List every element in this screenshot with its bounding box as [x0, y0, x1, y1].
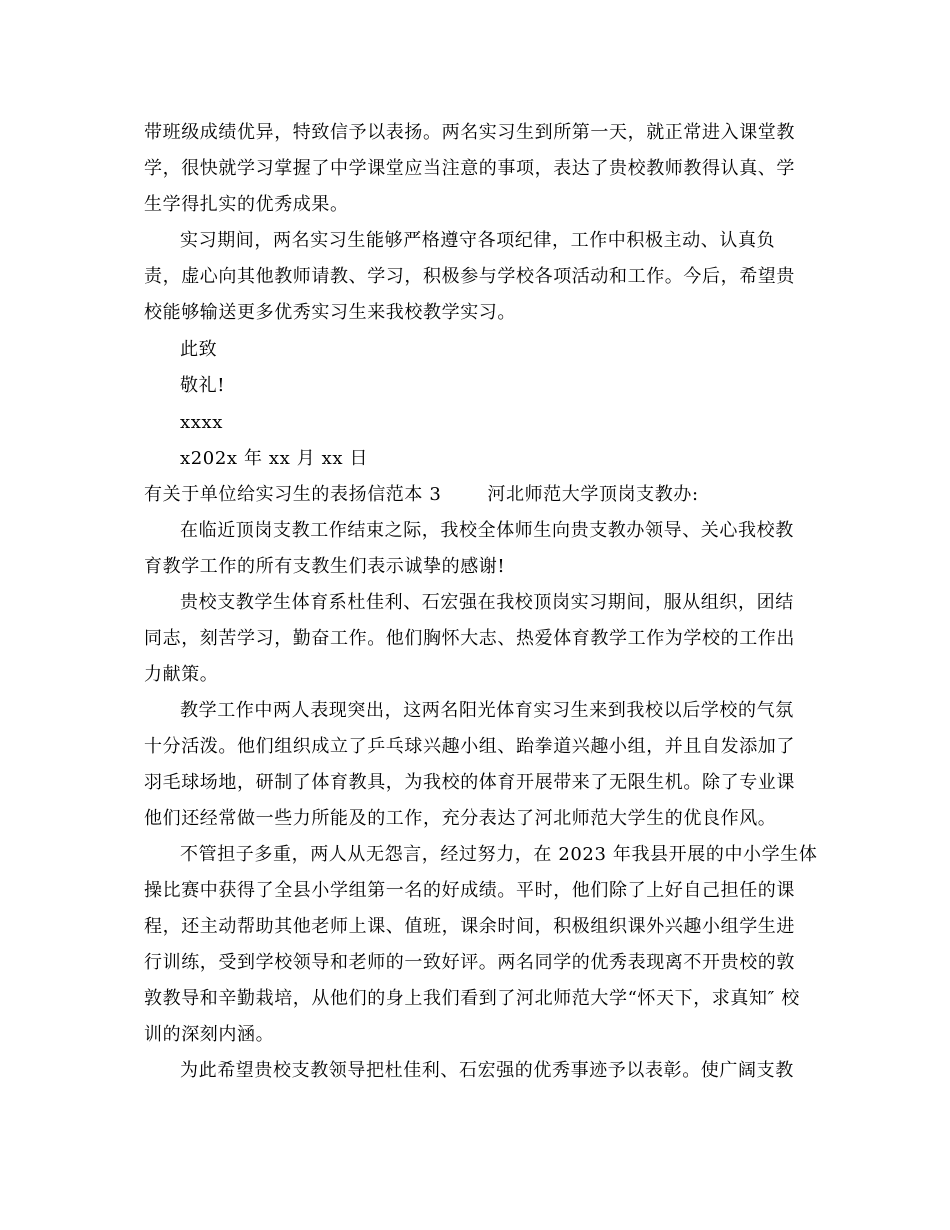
paragraph-line: 训的深刻内涵。: [144, 1024, 275, 1045]
closing-regards: 敬礼!: [180, 375, 226, 396]
paragraph-line: 教学工作中两人表现突出，这两名阳光体育实习生来到我校以后学校的气氛: [180, 700, 794, 721]
paragraph-line: 他们还经常做一些力所能及的工作，充分表达了河北师范大学生的优良作风。: [144, 808, 777, 829]
paragraph-line: 程，还主动帮助其他老师上课、值班，课余时间，积极组织课外兴趣小组学生进: [144, 916, 795, 937]
paragraph-line: 敦教导和辛勤栽培，从他们的身上我们看到了河北师范大学“怀天下，求真知″ 校: [144, 988, 800, 1009]
section-title: 有关于单位给实习生的表扬信范本 3: [144, 484, 442, 505]
paragraph-line: 羽毛球场地，研制了体育教具，为我校的体育开展带来了无限生机。除了专业课: [144, 772, 795, 793]
paragraph-line: 不管担子多重，两人从无怨言，经过努力，在 2023 年我县开展的中小学生体: [180, 844, 818, 865]
section-title-line: [144, 482, 824, 508]
paragraph-line: 责，虚心向其他教师请教、学习，积极参与学校各项活动和工作。今后，希望贵: [144, 266, 795, 287]
paragraph-line: 生学得扎实的优秀成果。: [144, 194, 349, 215]
paragraph-line: 育教学工作的所有支教生们表示诚挚的感谢!: [144, 556, 506, 577]
paragraph-line: 带班级成绩优异，特致信予以表扬。两名实习生到所第一天，就正常进入课堂教: [144, 122, 795, 143]
date-line: x202x 年 xx 月 xx 日: [180, 448, 369, 469]
closing-salutation: 此致: [180, 339, 218, 360]
paragraph-line: 校能够输送更多优秀实习生来我校教学实习。: [144, 302, 516, 323]
paragraph-line: 操比赛中获得了全县小学组第一名的好成绩。平时，他们除了上好自己担任的课: [144, 880, 795, 901]
paragraph-line: 学，很快就学习掌握了中学课堂应当注意的事项，表达了贵校教师教得认真、学: [144, 158, 795, 179]
paragraph-line: 同志，刻苦学习，勤奋工作。他们胸怀大志、热爱体育教学工作为学校的工作出: [144, 628, 795, 649]
recipient: 河北师范大学顶岗支教办:: [487, 484, 699, 505]
paragraph-line: 力献策。: [144, 664, 219, 685]
paragraph-line: 在临近顶岗支教工作结束之际，我校全体师生向贵支教办领导、关心我校教: [180, 520, 794, 541]
paragraph-line: 实习期间，两名实习生能够严格遵守各项纪律，工作中积极主动、认真负: [180, 230, 776, 251]
paragraph-line: 十分活泼。他们组织成立了乒乓球兴趣小组、跆拳道兴趣小组，并且自发添加了: [144, 736, 795, 757]
paragraph-line: 贵校支教学生体育系杜佳利、石宏强在我校顶岗实习期间，服从组织，团结: [180, 592, 794, 613]
paragraph-line: 行训练，受到学校领导和老师的一致好评。两名同学的优秀表现离不开贵校的敦: [144, 952, 795, 973]
paragraph-line: 为此希望贵校支教领导把杜佳利、石宏强的优秀事迹予以表彰。使广阔支教: [180, 1060, 794, 1081]
signature: xxxx: [180, 412, 224, 433]
